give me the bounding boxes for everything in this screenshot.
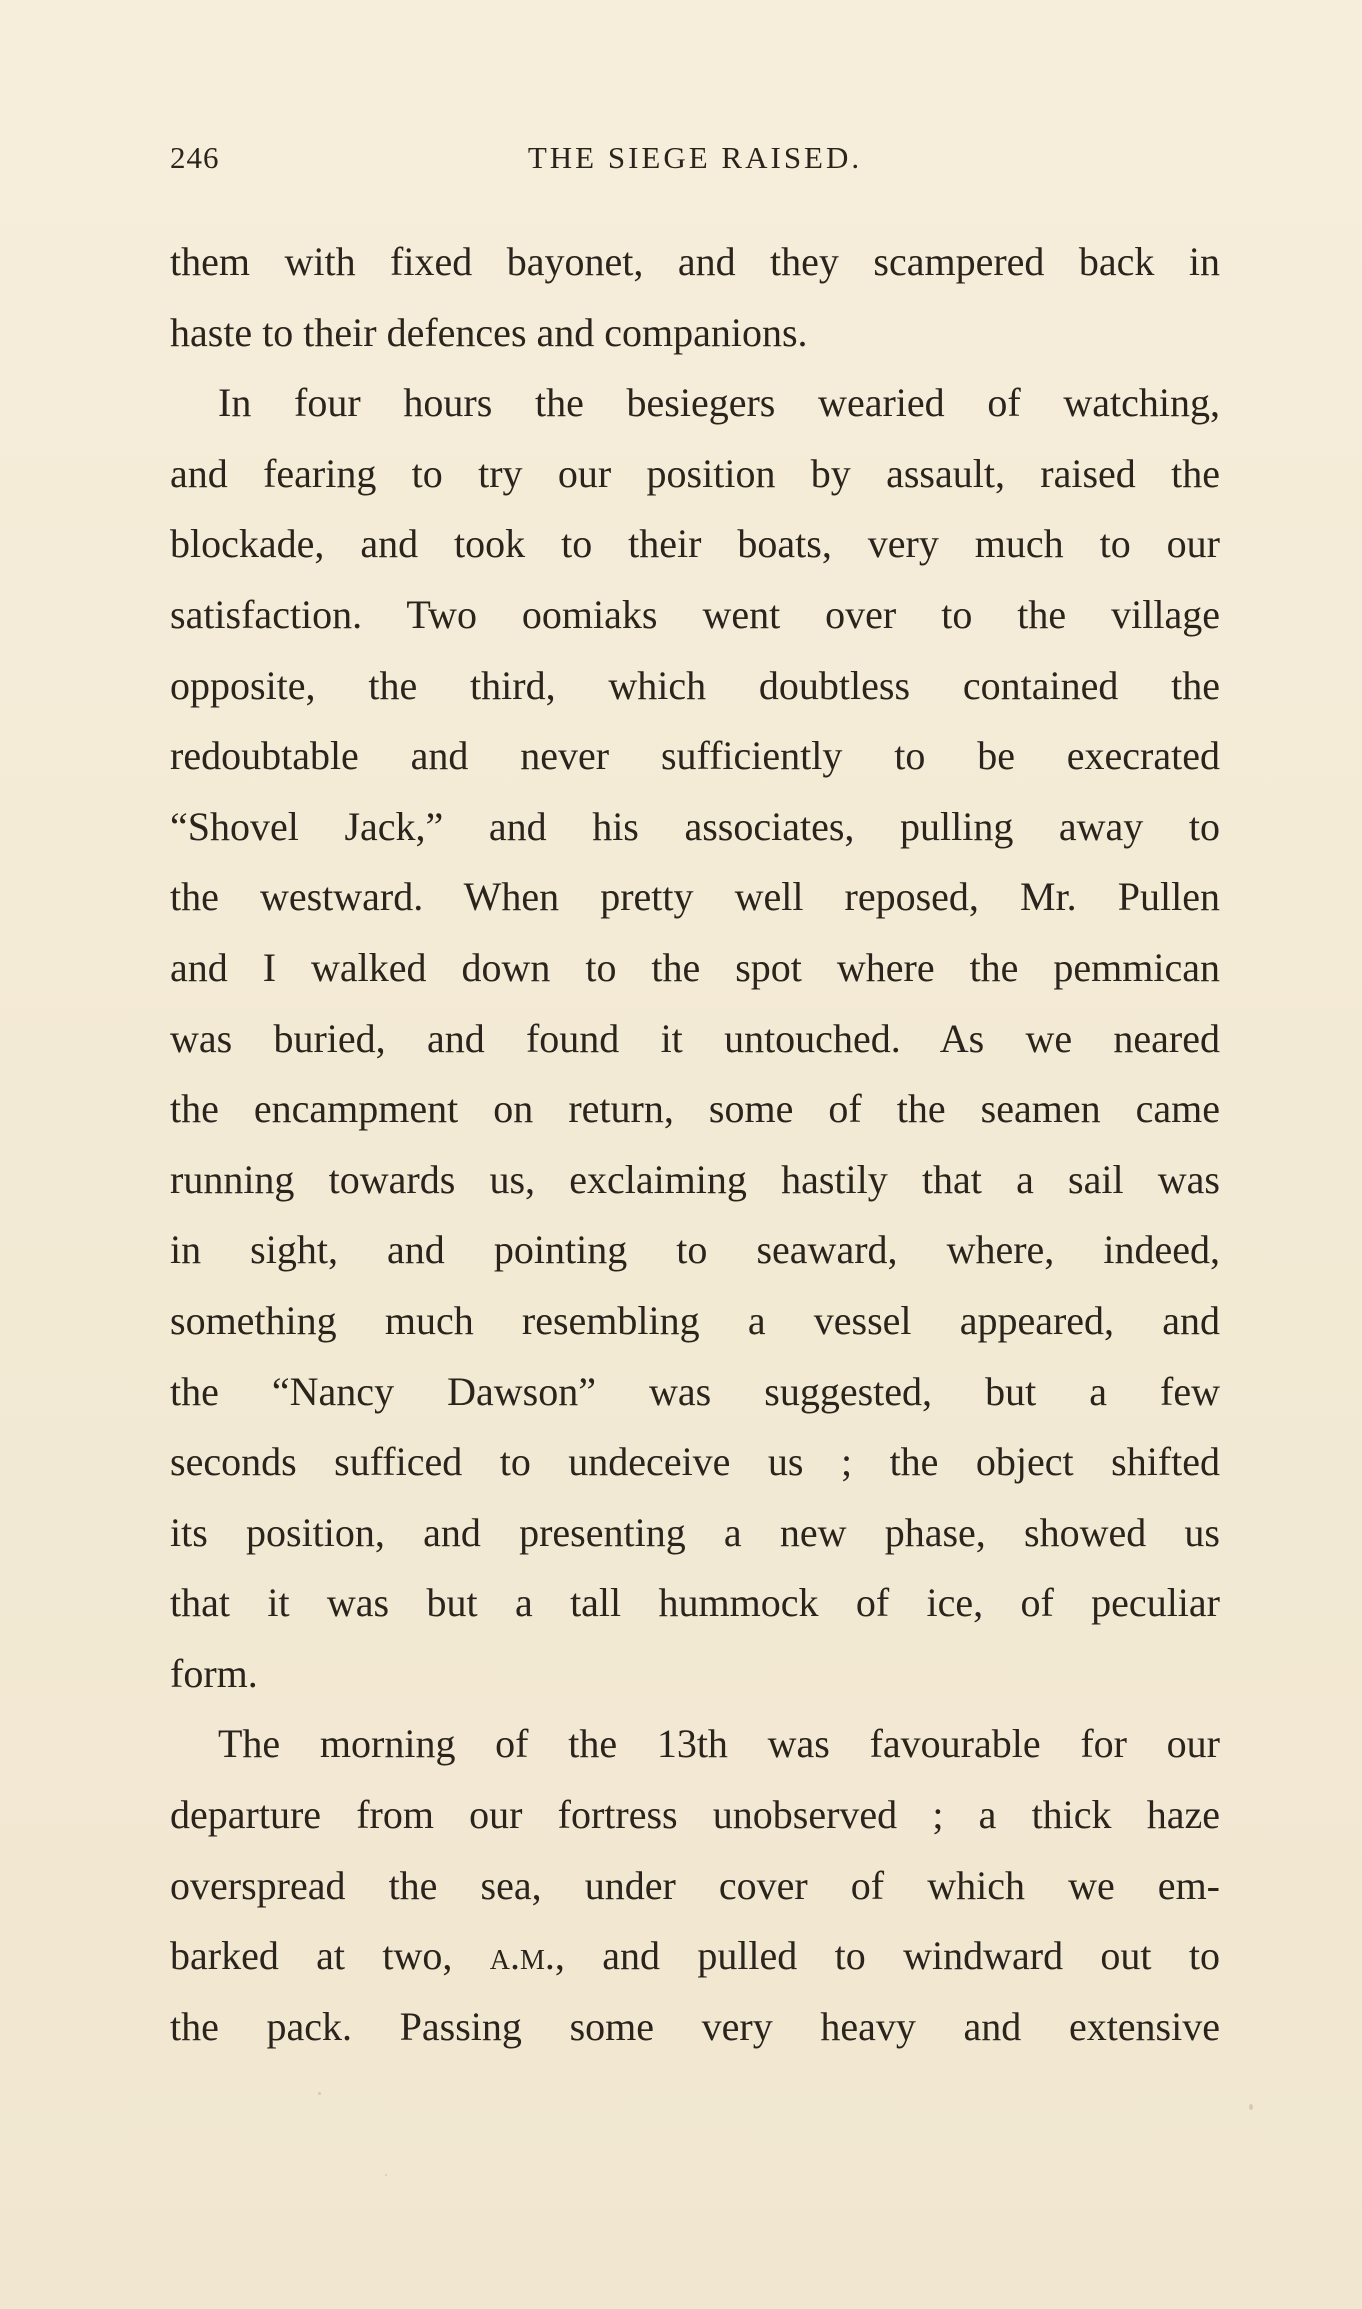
text-line: form. xyxy=(170,1650,258,1696)
text-line: and fearing to try our position by assault, raised the xyxy=(170,450,1220,496)
text-line: satisfaction. Two oomiaks went over to the village xyxy=(170,591,1220,637)
time-abbreviation: a.m. xyxy=(489,1933,555,1979)
text-line: its position, and presenting a new phase, showed us xyxy=(170,1509,1220,1555)
page-number: 246 xyxy=(170,140,220,175)
text-line: overspread the sea, under cover of which we em- xyxy=(170,1862,1220,1908)
paper-speck xyxy=(318,2092,321,2095)
text-line: seconds sufficed to undeceive us ; the object shifted xyxy=(170,1439,1220,1485)
paragraph-start-line: The morning of the 13th was favourable for our xyxy=(218,1721,1220,1767)
text-line: opposite, the third, which doubtless contained the xyxy=(170,662,1220,708)
body-text xyxy=(170,227,1220,2062)
paper-speck xyxy=(385,2174,387,2176)
text-line: them with fixed bayonet, and they scampered back in xyxy=(170,239,1220,284)
running-head xyxy=(170,140,1220,190)
text-line xyxy=(170,1921,1220,1992)
text-line: running towards us, exclaiming hastily that a sail was xyxy=(170,1156,1220,1202)
text-line: something much resembling a vessel appeared, and xyxy=(170,1297,1220,1343)
paragraph-start-line: In four hours the besiegers wearied of watching, xyxy=(218,380,1220,426)
paper-speck xyxy=(1249,2104,1253,2110)
text-line: and I walked down to the spot where the pemmican xyxy=(170,944,1220,990)
text-line: was buried, and found it untouched. As we neared xyxy=(170,1015,1220,1061)
text-line: that it was but a tall hummock of ice, of peculiar xyxy=(170,1580,1220,1626)
text-line: the “Nancy Dawson” was suggested, but a few xyxy=(170,1368,1220,1414)
text-fragment: , and pulled to windward out to xyxy=(554,1933,1220,1979)
text-line: “Shovel Jack,” and his associates, pulling away to xyxy=(170,803,1220,849)
text-line: in sight, and pointing to seaward, where, indeed, xyxy=(170,1227,1220,1273)
text-line: departure from our fortress unobserved ; a thick haze xyxy=(170,1792,1220,1838)
text-line: haste to their defences and companions. xyxy=(170,309,808,355)
text-line: redoubtable and never sufficiently to be execrated xyxy=(170,733,1220,779)
text-line: blockade, and took to their boats, very much to our xyxy=(170,521,1220,567)
running-title: THE SIEGE RAISED. xyxy=(527,140,863,175)
text-line: the encampment on return, some of the seamen came xyxy=(170,1086,1220,1132)
text-line: the westward. When pretty well reposed, Mr. Pullen xyxy=(170,874,1220,920)
text-fragment: barked at two, xyxy=(170,1933,453,1979)
text-line: the pack. Passing some very heavy and extensive xyxy=(170,2003,1220,2049)
